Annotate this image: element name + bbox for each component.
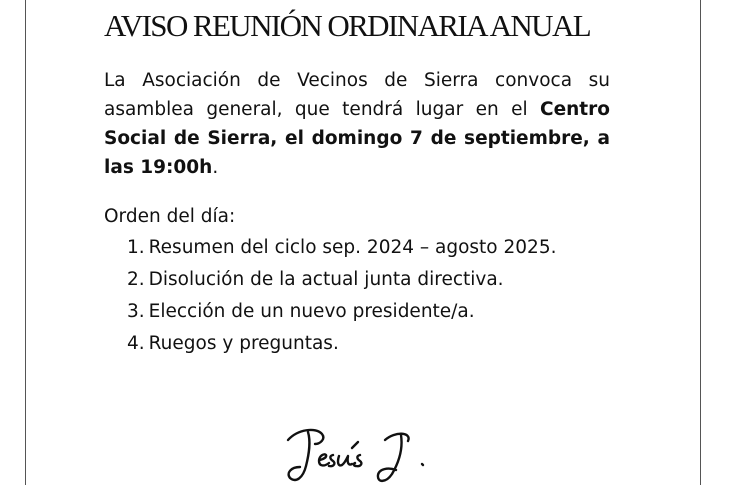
intro-location-date: Centro Social de Sierra, el domingo 7 de septiembre, a las 19:00h bbox=[104, 99, 610, 178]
notice-title: AVISO REUNIÓN ORDINARIA ANUAL bbox=[104, 8, 591, 43]
agenda-item-number: 4. bbox=[127, 333, 145, 354]
agenda-item-text: Elección de un nuevo presidente/a. bbox=[148, 301, 475, 322]
agenda-item-text: Resumen del ciclo sep. 2024 – agosto 2025. bbox=[148, 237, 557, 258]
agenda-item-number: 2. bbox=[127, 269, 145, 290]
agenda-item bbox=[127, 265, 556, 294]
agenda-item bbox=[127, 233, 556, 262]
agenda-item bbox=[127, 329, 556, 358]
agenda-heading: Orden del día: bbox=[104, 206, 236, 227]
agenda-list bbox=[127, 233, 556, 361]
agenda-item bbox=[127, 297, 556, 326]
intro-end: . bbox=[212, 157, 219, 178]
notice-intro bbox=[104, 66, 610, 182]
agenda-item-number: 3. bbox=[127, 301, 145, 322]
handwritten-signature bbox=[282, 426, 452, 485]
intro-text: La Asociación de Vecinos de Sierra convoca su asamblea general, que tendrá lugar en el bbox=[104, 70, 610, 120]
agenda-item-number: 1. bbox=[127, 237, 145, 258]
agenda-item-text: Ruegos y preguntas. bbox=[148, 333, 339, 354]
agenda-item-text: Disolución de la actual junta directiva. bbox=[148, 269, 504, 290]
